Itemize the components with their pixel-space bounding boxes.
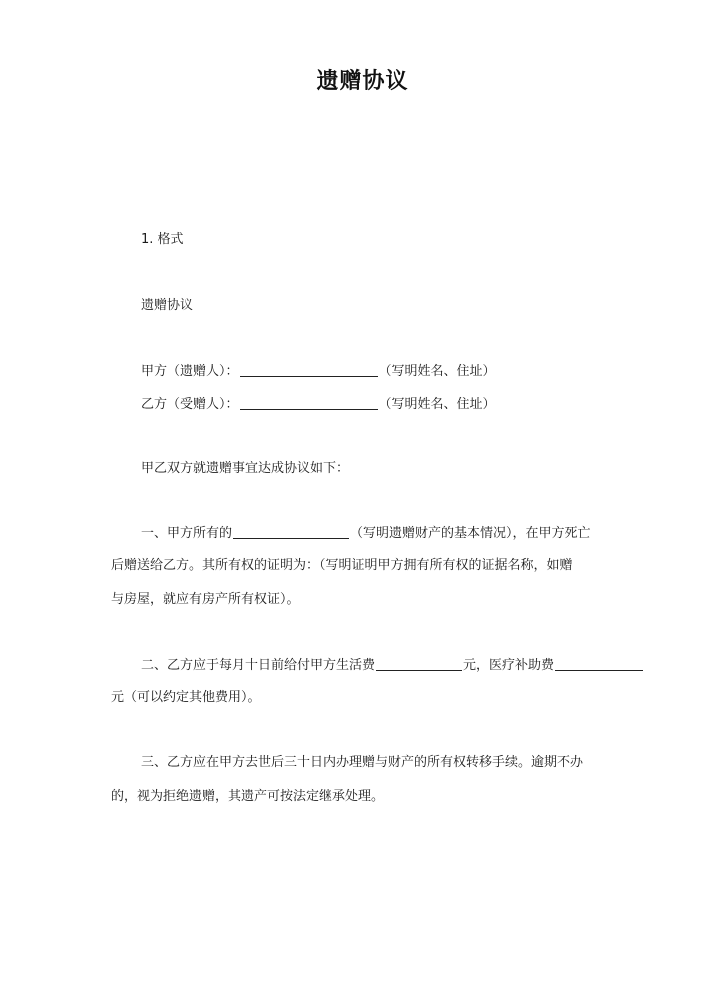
- clause1-property-blank[interactable]: [233, 524, 349, 539]
- clause1-text-b: （写明遗赠财产的基本情况），在甲方死亡: [350, 526, 591, 541]
- section-heading: 1. 格式: [141, 232, 184, 247]
- doc-name: 遗赠协议: [141, 298, 194, 313]
- party-a-blank[interactable]: [240, 362, 378, 377]
- intro-text: 甲乙双方就遗赠事宜达成协议如下：: [141, 461, 350, 476]
- party-b-blank[interactable]: [240, 395, 378, 410]
- living-expense-blank[interactable]: [376, 656, 462, 671]
- clause2-line1: [141, 656, 644, 674]
- clause2-text-b: 元，医疗补助费: [463, 658, 555, 673]
- party-a-line: [141, 362, 496, 380]
- party-b-line: [141, 395, 496, 413]
- clause1-text-a: 一、甲方所有的: [141, 526, 233, 541]
- party-a-label: 甲方（遗赠人）：: [141, 364, 239, 379]
- party-b-hint: （写明姓名、住址）: [378, 397, 496, 412]
- document-title: 遗赠协议: [316, 69, 409, 94]
- party-a-hint: （写明姓名、住址）: [378, 364, 496, 379]
- medical-subsidy-blank[interactable]: [555, 656, 643, 671]
- clause3-line2: 的，视为拒绝遗赠，其遗产可按法定继承处理。: [111, 789, 385, 804]
- clause3-line1: 三、乙方应在甲方去世后三十日内办理赠与财产的所有权转移手续。逾期不办: [141, 755, 584, 770]
- clause1-line3: 与房屋，就应有房产所有权证）。: [111, 592, 300, 607]
- party-b-label: 乙方（受赠人）：: [141, 397, 239, 412]
- clause2-line2: 元（可以约定其他费用）。: [111, 690, 261, 705]
- clause2-text-a: 二、乙方应于每月十日前给付甲方生活费: [141, 658, 376, 673]
- clause1-line1: [141, 524, 591, 542]
- clause1-line2: 后赠送给乙方。其所有权的证明为：（写明证明甲方拥有所有权的证据名称，如赠: [111, 558, 573, 573]
